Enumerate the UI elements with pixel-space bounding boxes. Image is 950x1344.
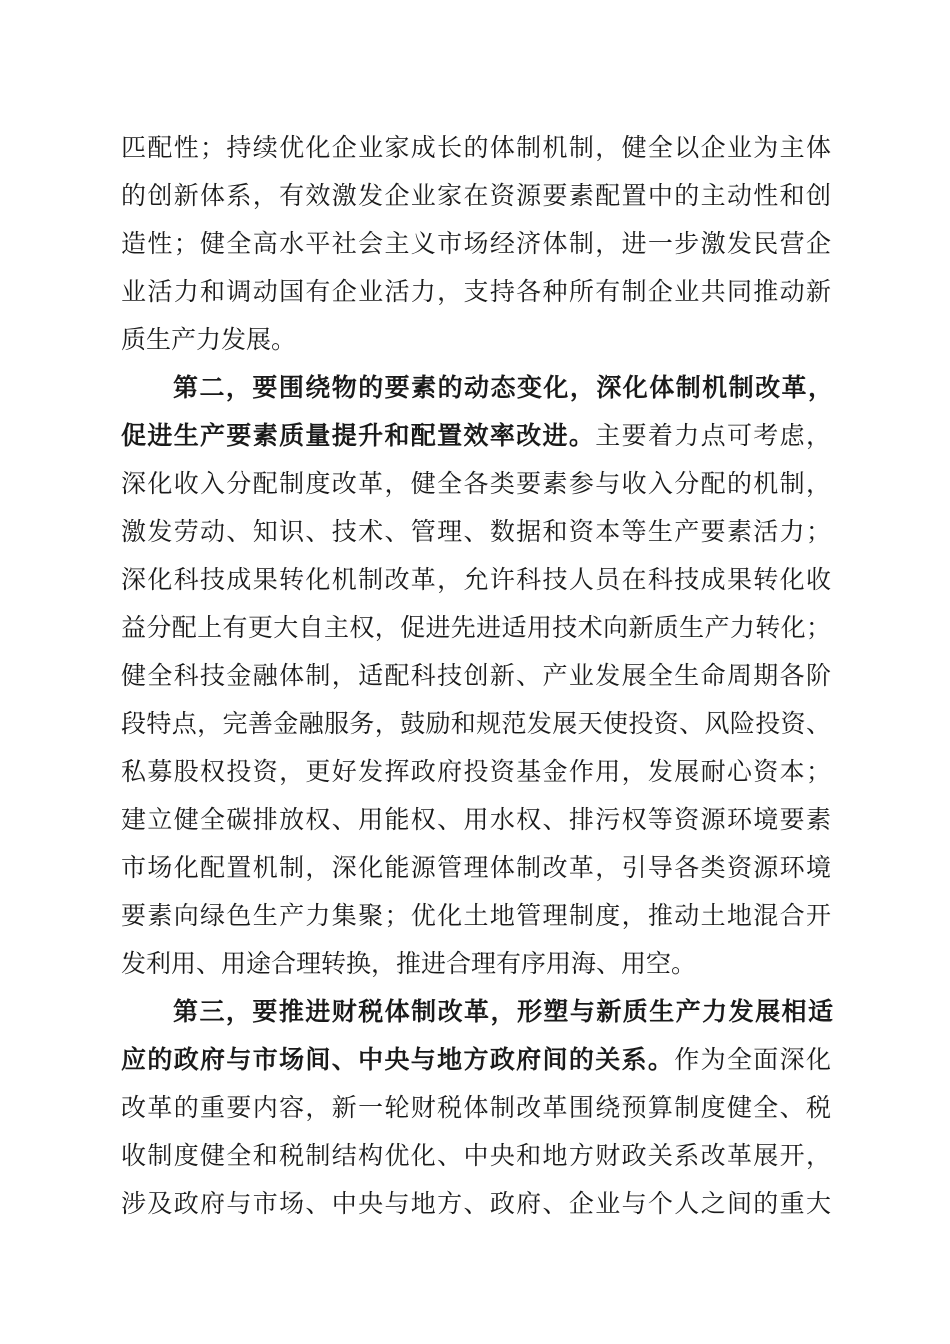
text-line: 深化收入分配制度改革，健全各类要素参与收入分配的机制， [121,469,831,498]
text-line: 造性；健全高水平社会主义市场经济体制，进一步激发民营企 [121,229,831,258]
text-line: 改革的重要内容，新一轮财税体制改革围绕预算制度健全、税 [121,1093,831,1122]
text-line: 要素向绿色生产力集聚；优化土地管理制度，推动土地混合开 [121,901,831,930]
text-line: 质生产力发展。 [121,325,297,354]
bold-heading-text: 应的政府与市场间、中央与地方政府间的关系。 [121,1045,675,1074]
text-line: 发利用、用途合理转换，推进合理有序用海、用空。 [121,949,697,978]
text-line: 深化科技成果转化机制改革，允许科技人员在科技成果转化收 [121,565,831,594]
text-line: 收制度健全和税制结构优化、中央和地方财政关系改革展开， [121,1141,831,1170]
text-line: 涉及政府与市场、中央与地方、政府、企业与个人之间的重大 [121,1189,831,1218]
text-line: 激发劳动、知识、技术、管理、数据和资本等生产要素活力； [121,517,831,546]
text-line: 促进生产要素质量提升和配置效率改进。主要着力点可考虑， [121,421,831,450]
text-line: 应的政府与市场间、中央与地方政府间的关系。作为全面深化 [121,1045,831,1074]
text-line: 业活力和调动国有企业活力，支持各种所有制企业共同推动新 [121,277,831,306]
text-line: 建立健全碳排放权、用能权、用水权、排污权等资源环境要素 [121,805,831,834]
paragraph-heading-line: 第二，要围绕物的要素的动态变化，深化体制机制改革， [173,373,833,402]
text-line: 匹配性；持续优化企业家成长的体制机制，健全以企业为主体 [121,133,831,162]
bold-heading-text: 促进生产要素质量提升和配置效率改进。 [121,421,596,450]
text-line: 益分配上有更大自主权，促进先进适用技术向新质生产力转化； [121,613,831,642]
text-line: 段特点，完善金融服务，鼓励和规范发展天使投资、风险投资、 [121,709,831,738]
text-line: 市场化配置机制，深化能源管理体制改革，引导各类资源环境 [121,853,831,882]
paragraph-heading-line: 第三，要推进财税体制改革，形塑与新质生产力发展相适 [173,997,833,1026]
text-line: 私募股权投资，更好发挥政府投资基金作用，发展耐心资本； [121,757,831,786]
text-line: 的创新体系，有效激发企业家在资源要素配置中的主动性和创 [121,181,831,210]
text-line: 健全科技金融体制，适配科技创新、产业发展全生命周期各阶 [121,661,831,690]
